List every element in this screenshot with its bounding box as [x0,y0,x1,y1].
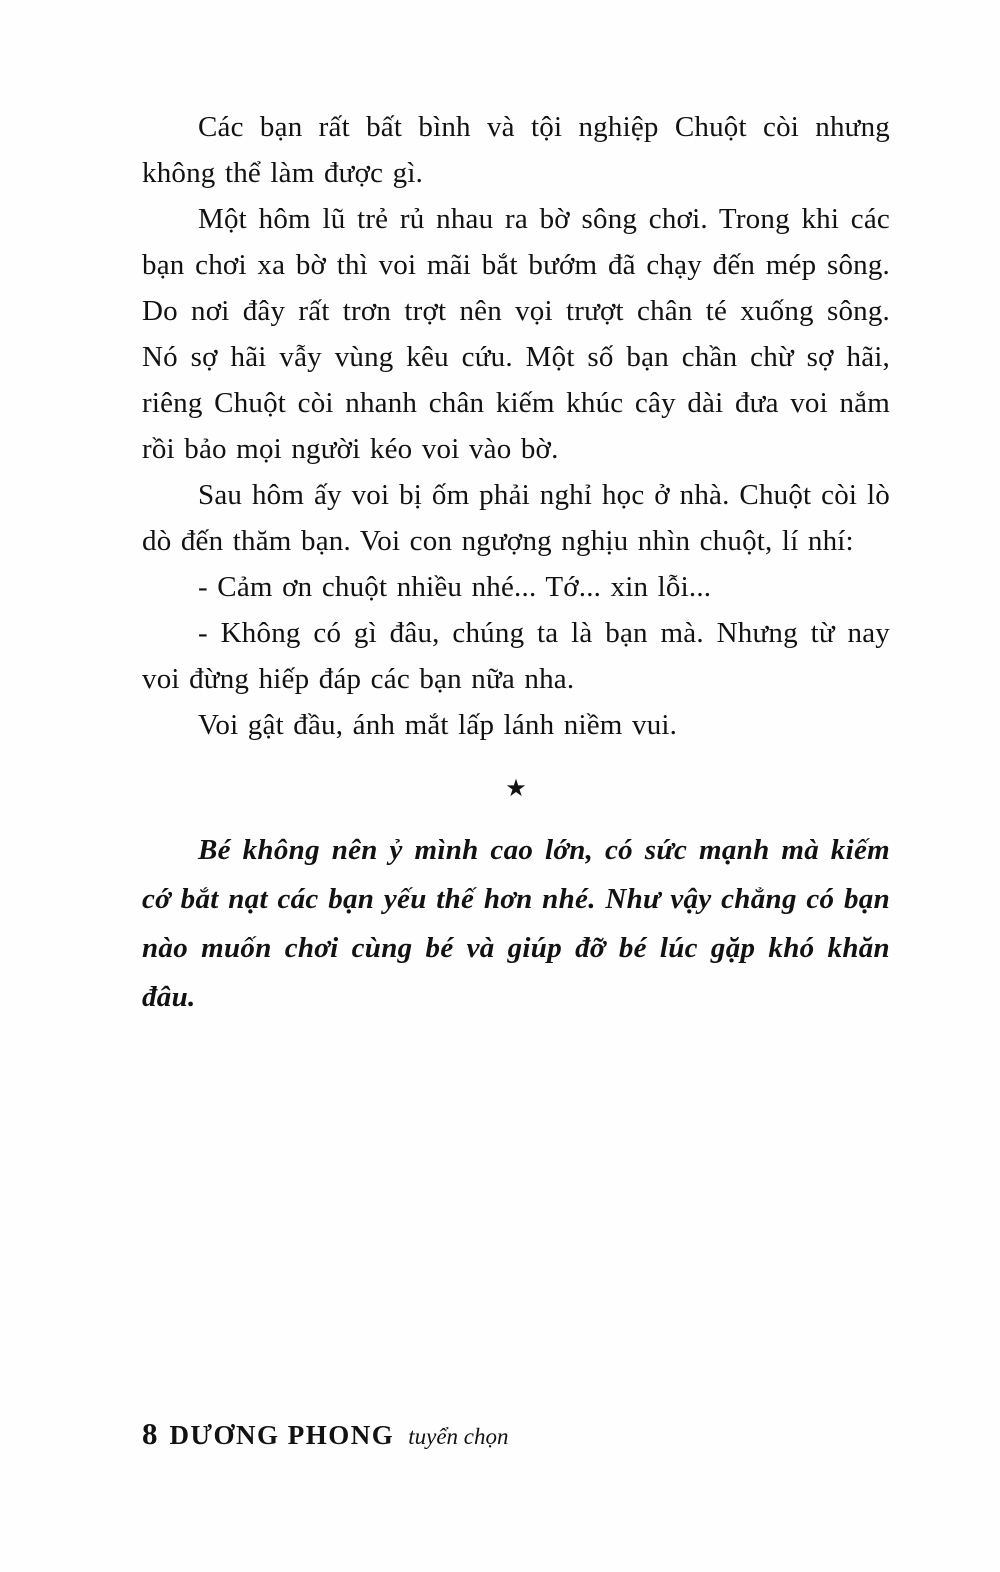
page-footer [142,1416,509,1452]
page-number: 8 [142,1416,158,1451]
publisher-name: DƯƠNG PHONG [169,1420,395,1450]
dialogue-line: - Không có gì đâu, chúng ta là bạn mà. Nhưng từ nay voi đừng hiếp đáp các bạn nữa nha. [142,617,890,695]
paragraph: Một hôm lũ trẻ rủ nhau ra bờ sông chơi. Trong khi các bạn chơi xa bờ thì voi mãi bắt bướm đã chạy đến mép sông. Do nơi đây rất trơn trợt nên vọi trượt chân té xuống sông. Nó sợ hãi vẫy vùng kêu cứu. Một số bạn chần chừ sợ hãi, riêng Chuột còi nhanh chân kiếm khúc cây dài đưa voi nắm rồi bảo mọi người kéo voi vào bờ. [142,203,890,465]
star-separator-icon: ★ [505,776,527,802]
footer-suffix: tuyển chọn [408,1424,509,1449]
text-block [142,104,890,1022]
paragraph: Các bạn rất bất bình và tội nghiệp Chuột còi nhưng không thể làm được gì. [142,111,890,189]
paragraph: Voi gật đầu, ánh mắt lấp lánh niềm vui. [198,709,678,741]
dialogue-line: - Cảm ơn chuột nhiều nhé... Tớ... xin lỗi... [198,571,712,603]
paragraph: Sau hôm ấy voi bị ốm phải nghỉ học ở nhà. Chuột còi lò dò đến thăm bạn. Voi con ngượng nghịu nhìn chuột, lí nhí: [142,479,890,557]
moral-paragraph: Bé không nên ỷ mình cao lớn, có sức mạnh mà kiếm cớ bắt nạt các bạn yếu thế hơn nhé. Như vậy chẳng có bạn nào muốn chơi cùng bé và giúp đỡ bé lúc gặp khó khăn đâu. [142,834,890,1013]
